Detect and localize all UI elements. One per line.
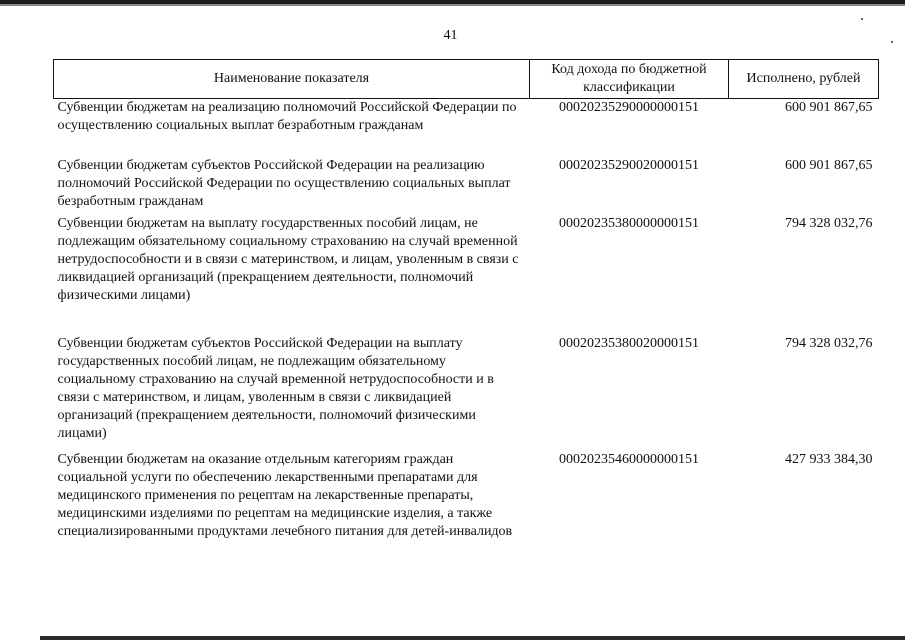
header-indicator-name: Наименование показателя	[54, 60, 530, 99]
revenue-table	[53, 59, 879, 567]
row-executed-amount: 600 901 867,65	[785, 100, 873, 115]
header-executed-amount: Исполнено, рублей	[729, 60, 879, 99]
row-revenue-code: 00020235380000000151	[559, 215, 699, 231]
row-indicator-name: Субвенции бюджетам на выплату государственных пособий лицам, не подлежащим обязательному социальному страхованию на случай временной нетрудоспособности и в связи с материнством, и лицам, уволенным в связи с ликвидацией организаций (прекращением деятельности, полномочий физическими лицами)	[57, 215, 519, 303]
table-row	[54, 99, 879, 157]
table-row	[54, 157, 879, 215]
row-indicator-name: Субвенции бюджетам субъектов Российской Федерации на выплату государственных пособий лицам, не подлежащим обязательному социальному страхованию на случай временной нетрудоспособности и в связи с материнством, и лицам, уволенным в связи с ликвидацией организаций (прекращением деятельности, полномочий физическими лицами)	[57, 335, 494, 441]
row-executed-amount: 427 933 384,30	[785, 451, 873, 467]
table-header-row	[54, 60, 879, 99]
header-revenue-code: Код дохода по бюджетной классификации	[530, 60, 729, 99]
scan-bottom-edge	[40, 636, 905, 640]
table-row	[54, 335, 879, 451]
row-executed-amount: 794 328 032,76	[785, 335, 873, 351]
table-row	[54, 215, 879, 335]
row-indicator-name: Субвенции бюджетам на оказание отдельным категориям граждан социальной услуги по обеспечению лекарственными препаратами для медицинского применения по рецептам на лекарственные препараты, медицинскими изделиями по рецептам на медицинские изделия, а также специализированными продуктами лечебного питания для детей-инвалидов	[57, 451, 513, 539]
row-revenue-code: 00020235460000000151	[559, 451, 699, 467]
row-indicator-name: Субвенции бюджетам субъектов Российской Федерации на реализацию полномочий Российской Федерации по осуществлению социальных выплат безработным гражданам	[57, 157, 511, 209]
row-executed-amount: 794 328 032,76	[785, 215, 873, 231]
row-indicator-name: Субвенции бюджетам на реализацию полномочий Российской Федерации по осуществлению социальных выплат безработным гражданам	[57, 100, 517, 133]
row-executed-amount: 600 901 867,65	[785, 157, 873, 173]
row-revenue-code: 00020235290000000151	[559, 100, 699, 115]
table-row	[54, 451, 879, 567]
row-revenue-code: 00020235290020000151	[559, 157, 699, 173]
scan-top-shadow	[0, 4, 905, 6]
row-revenue-code: 00020235380020000151	[559, 335, 699, 351]
page-number: 41	[443, 28, 458, 43]
scan-speck	[861, 18, 863, 20]
